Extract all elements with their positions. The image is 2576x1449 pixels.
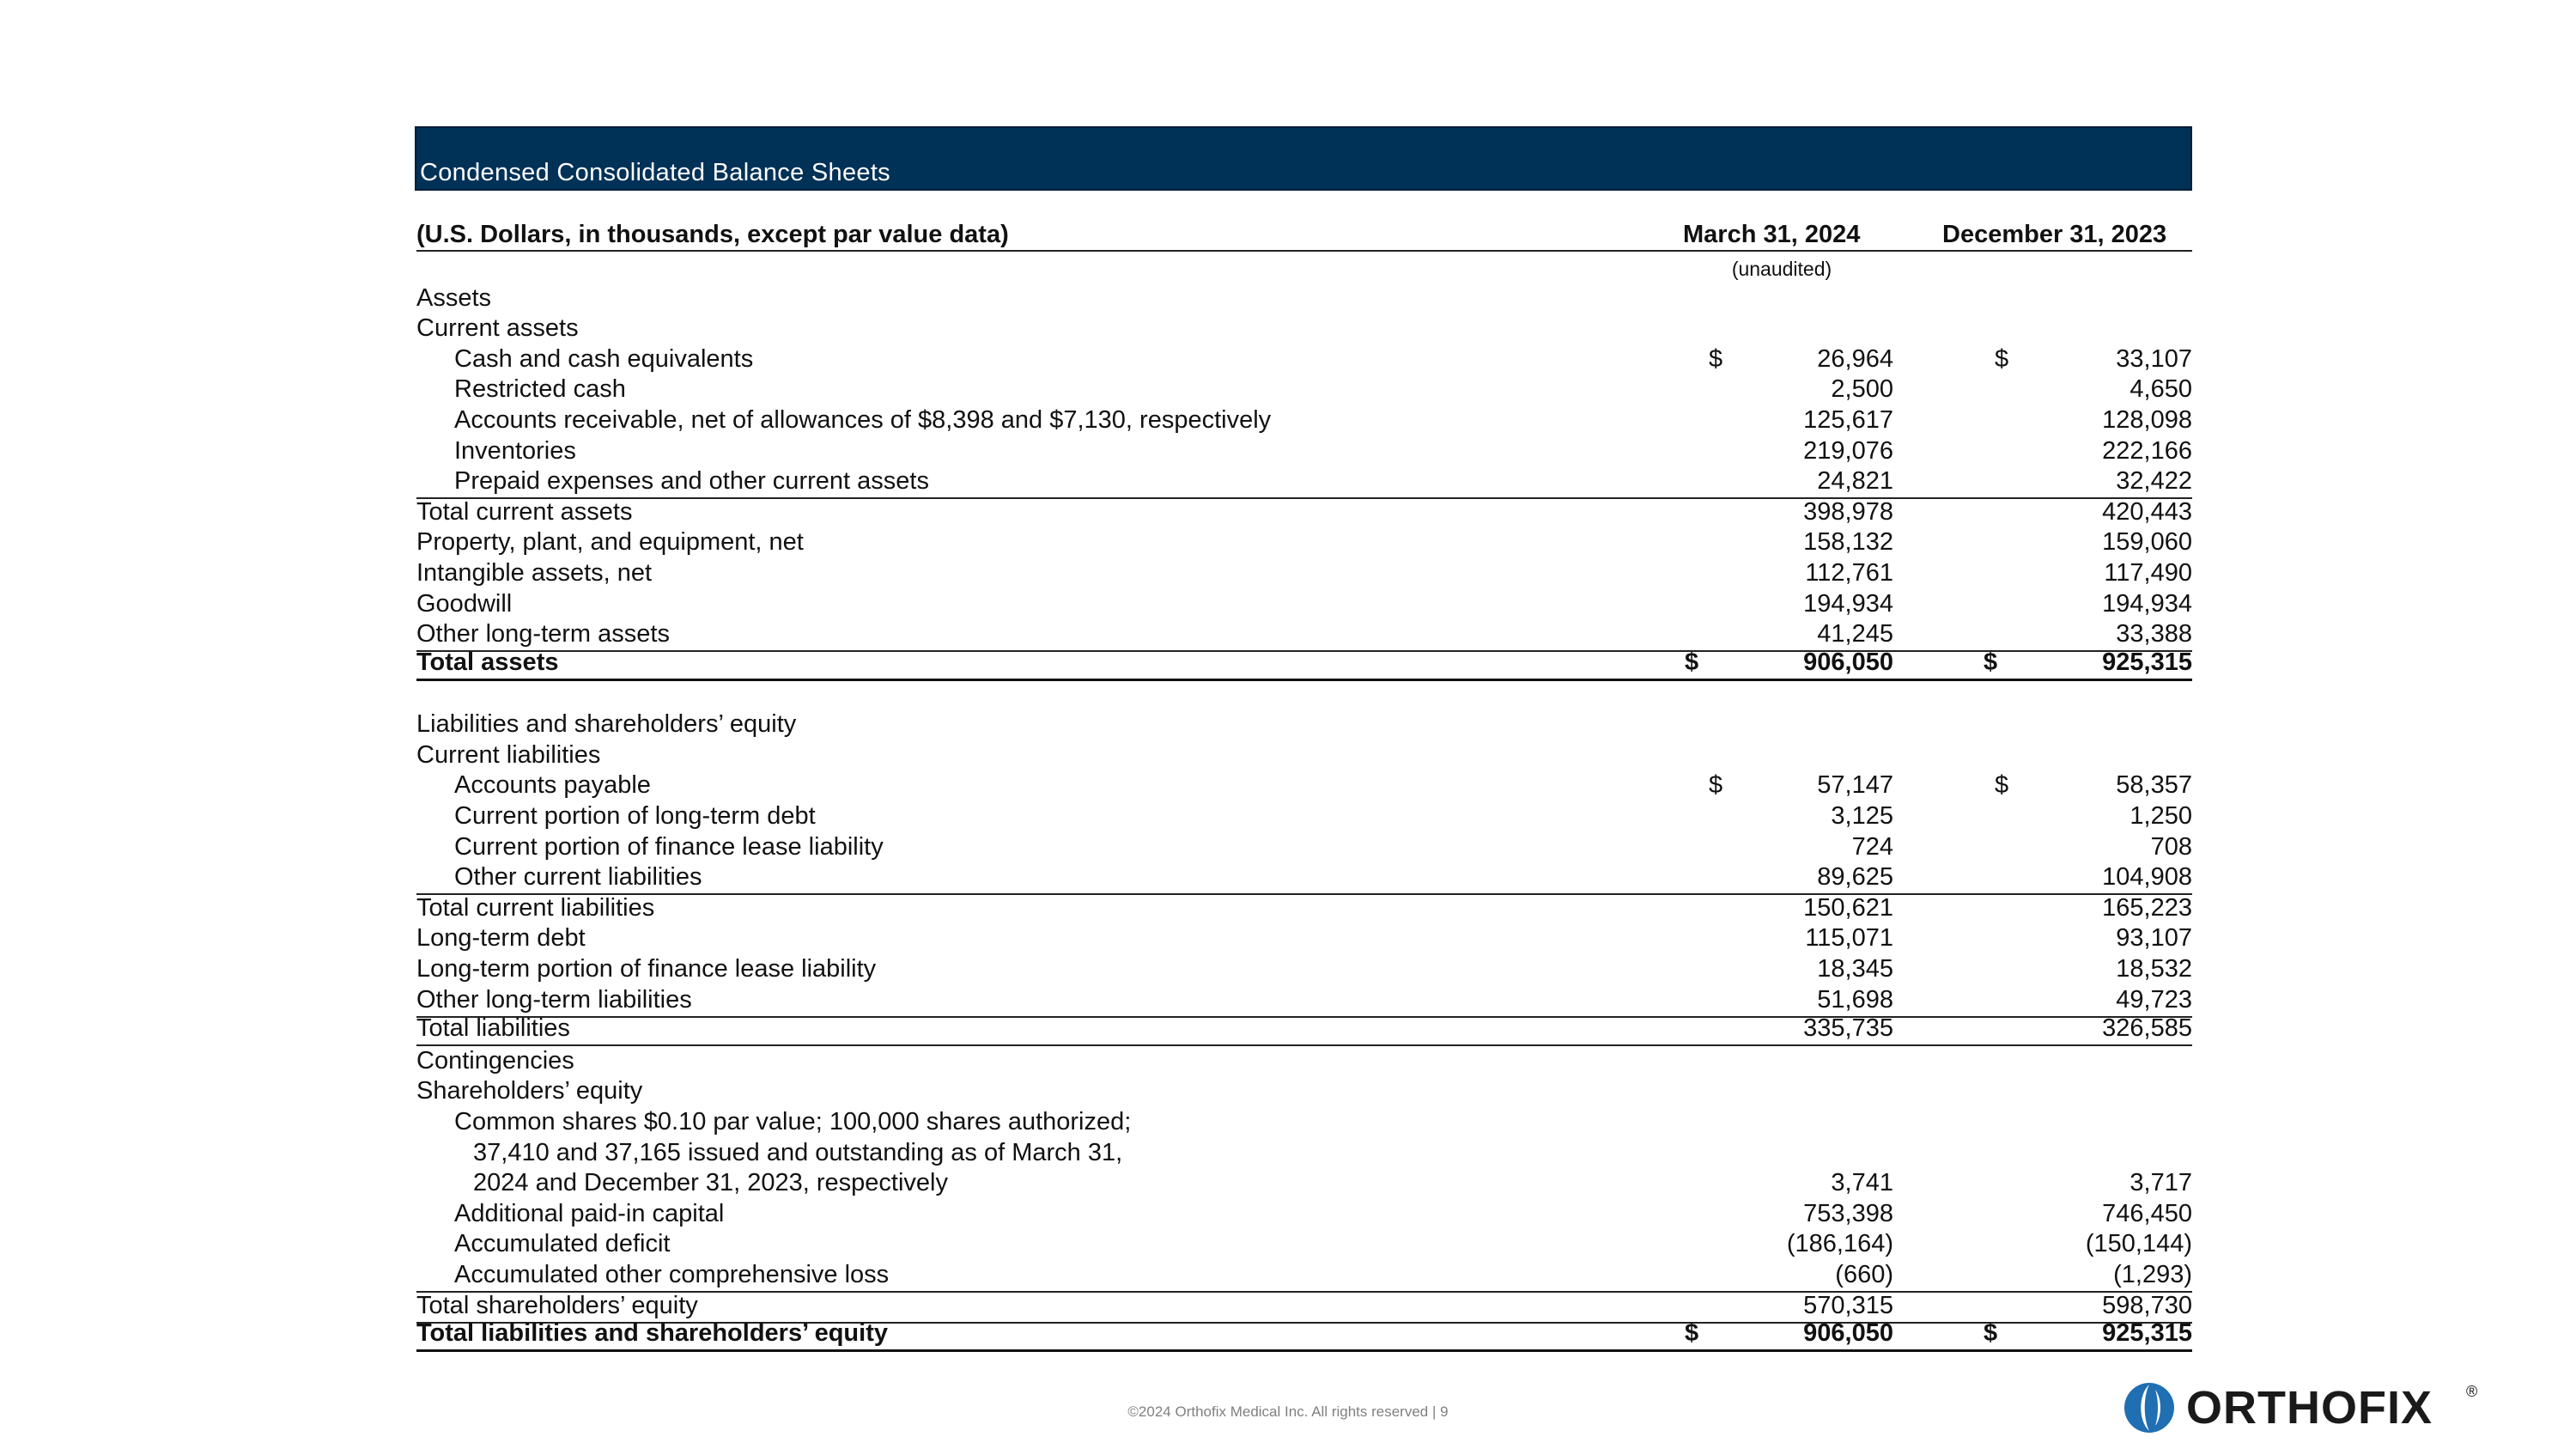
table-row bbox=[416, 1169, 2192, 1200]
value-march-2024: 150,621 bbox=[1803, 893, 1893, 922]
table-row bbox=[416, 1291, 2192, 1322]
table-row bbox=[416, 650, 2192, 681]
value-march-2024: 194,934 bbox=[1803, 589, 1893, 618]
row-label: Other long-term assets bbox=[416, 620, 670, 648]
value-march-2024: 219,076 bbox=[1803, 436, 1893, 465]
row-label: Total shareholders’ equity bbox=[416, 1291, 698, 1319]
table-row bbox=[416, 954, 2192, 985]
value-march-2024: 51,698 bbox=[1817, 985, 1893, 1014]
value-march-2024: 57,147 bbox=[1817, 771, 1893, 800]
currency-symbol: $ bbox=[1685, 1319, 1699, 1348]
row-label: Total current liabilities bbox=[416, 893, 655, 922]
row-label: Contingencies bbox=[416, 1046, 574, 1075]
value-march-2024: 3,125 bbox=[1831, 802, 1893, 830]
table-row bbox=[416, 314, 2192, 345]
value-march-2024: 335,735 bbox=[1803, 1014, 1893, 1043]
table-row bbox=[416, 528, 2192, 559]
row-label: Intangible assets, net bbox=[416, 558, 653, 587]
row-label: Cash and cash equivalents bbox=[454, 344, 754, 373]
row-label: Accumulated other comprehensive loss bbox=[454, 1261, 890, 1288]
currency-symbol: $ bbox=[1984, 1319, 1998, 1348]
row-label: Liabilities and shareholders’ equity bbox=[416, 710, 797, 739]
value-december-2023: 708 bbox=[2150, 832, 2192, 861]
value-december-2023: 222,166 bbox=[2102, 436, 2192, 465]
row-label: Accounts receivable, net of allowances of $8,398 and $7,130, respectively bbox=[454, 405, 1272, 434]
value-march-2024: 3,741 bbox=[1831, 1169, 1893, 1197]
unaudited-note: (unaudited) bbox=[1731, 258, 1832, 280]
orthofix-mark-icon bbox=[2121, 1378, 2178, 1434]
table-row bbox=[416, 863, 2192, 894]
column-header-december-2023: December 31, 2023 bbox=[1942, 221, 2167, 248]
value-march-2024: (186,164) bbox=[1786, 1230, 1893, 1258]
value-march-2024: 115,071 bbox=[1805, 924, 1893, 953]
page-title: Condensed Consolidated Balance Sheets bbox=[420, 159, 890, 186]
value-march-2024: 906,050 bbox=[1803, 648, 1893, 676]
value-march-2024: 24,821 bbox=[1817, 467, 1893, 496]
currency-symbol: $ bbox=[1995, 344, 2009, 373]
value-december-2023: 194,934 bbox=[2102, 589, 2192, 618]
table-row bbox=[416, 1230, 2192, 1261]
table-row bbox=[416, 1319, 2192, 1353]
value-december-2023: 18,532 bbox=[2116, 955, 2192, 983]
value-december-2023: 420,443 bbox=[2102, 497, 2192, 526]
table-row bbox=[416, 924, 2192, 955]
row-label: Current portion of finance lease liability bbox=[454, 832, 884, 861]
row-label: Total liabilities and shareholders’ equity bbox=[416, 1319, 888, 1348]
table-row bbox=[416, 985, 2192, 1016]
table-row bbox=[416, 436, 2192, 467]
value-december-2023: 925,315 bbox=[2102, 648, 2192, 676]
row-label: Current portion of long-term debt bbox=[454, 802, 816, 830]
table-row bbox=[416, 467, 2192, 498]
value-march-2024: 18,345 bbox=[1817, 955, 1893, 983]
table-row bbox=[416, 710, 2192, 741]
table-row bbox=[416, 740, 2192, 771]
table-row bbox=[416, 558, 2192, 589]
row-label: 37,410 and 37,165 issued and outstanding as of March 31, bbox=[473, 1138, 1123, 1166]
value-december-2023: 93,107 bbox=[2116, 924, 2192, 953]
table-row bbox=[416, 375, 2192, 406]
value-december-2023: (1,293) bbox=[2113, 1261, 2192, 1288]
table-row bbox=[416, 801, 2192, 832]
row-label: Long-term debt bbox=[416, 924, 586, 953]
row-label: Accumulated deficit bbox=[454, 1230, 671, 1258]
value-march-2024: 906,050 bbox=[1803, 1319, 1893, 1348]
value-march-2024: 2,500 bbox=[1831, 375, 1893, 404]
table-row bbox=[416, 1107, 2192, 1138]
table-row bbox=[416, 283, 2192, 314]
currency-symbol: $ bbox=[1995, 771, 2009, 800]
value-december-2023: 33,107 bbox=[2116, 344, 2192, 373]
value-december-2023: 746,450 bbox=[2102, 1199, 2192, 1227]
row-label: Goodwill bbox=[416, 589, 513, 618]
table-row bbox=[416, 589, 2192, 620]
value-december-2023: 326,585 bbox=[2102, 1014, 2192, 1043]
value-december-2023: 32,422 bbox=[2116, 467, 2192, 496]
orthofix-wordmark: ORTHOFIX bbox=[2186, 1382, 2433, 1434]
value-march-2024: 724 bbox=[1851, 832, 1893, 861]
copyright-footer: ©2024 Orthofix Medical Inc. All rights reserved | 9 bbox=[1127, 1403, 1449, 1420]
value-december-2023: 128,098 bbox=[2102, 405, 2192, 434]
value-december-2023: (150,144) bbox=[2085, 1230, 2192, 1258]
row-label: Other long-term liabilities bbox=[416, 985, 692, 1014]
value-december-2023: 159,060 bbox=[2102, 528, 2192, 557]
value-december-2023: 1,250 bbox=[2129, 802, 2192, 830]
row-label: Common shares $0.10 par value; 100,000 shares authorized; bbox=[454, 1108, 1132, 1135]
table-row bbox=[416, 893, 2192, 924]
value-march-2024: 753,398 bbox=[1803, 1199, 1893, 1227]
row-label: Shareholders’ equity bbox=[416, 1077, 643, 1105]
value-december-2023: 925,315 bbox=[2102, 1319, 2192, 1348]
row-label: Property, plant, and equipment, net bbox=[416, 528, 804, 557]
value-december-2023: 165,223 bbox=[2102, 893, 2192, 922]
row-label: Total liabilities bbox=[416, 1014, 570, 1043]
orthofix-logo bbox=[2121, 1378, 2482, 1438]
row-label: Assets bbox=[416, 283, 492, 312]
table-row bbox=[416, 1199, 2192, 1230]
value-december-2023: 3,717 bbox=[2129, 1169, 2192, 1197]
currency-symbol: $ bbox=[1685, 648, 1699, 676]
registered-mark: ® bbox=[2466, 1383, 2478, 1400]
value-march-2024: 158,132 bbox=[1803, 528, 1893, 557]
value-december-2023: 58,357 bbox=[2116, 771, 2192, 800]
value-march-2024: 112,761 bbox=[1805, 558, 1893, 587]
units-header: (U.S. Dollars, in thousands, except par value data) bbox=[416, 221, 1009, 248]
table-row bbox=[416, 1046, 2192, 1077]
value-march-2024: 89,625 bbox=[1817, 863, 1893, 892]
row-label: Total current assets bbox=[416, 497, 633, 526]
row-label: Current liabilities bbox=[416, 740, 601, 769]
row-label: Prepaid expenses and other current assets bbox=[454, 467, 929, 496]
table-row bbox=[416, 1138, 2192, 1169]
table-row bbox=[416, 1016, 2192, 1047]
value-december-2023: 49,723 bbox=[2116, 985, 2192, 1014]
value-march-2024: (660) bbox=[1835, 1261, 1893, 1288]
value-december-2023: 4,650 bbox=[2129, 375, 2192, 404]
table-row bbox=[416, 497, 2192, 528]
column-header-march-2024: March 31, 2024 bbox=[1683, 221, 1861, 248]
row-label: Other current liabilities bbox=[454, 863, 702, 892]
table-row bbox=[416, 620, 2192, 651]
row-label: Accounts payable bbox=[454, 771, 651, 800]
row-label: Restricted cash bbox=[454, 375, 626, 404]
row-label: Inventories bbox=[454, 436, 576, 465]
value-december-2023: 117,490 bbox=[2104, 558, 2192, 587]
value-march-2024: 41,245 bbox=[1817, 620, 1893, 648]
table-row bbox=[416, 771, 2192, 802]
value-march-2024: 398,978 bbox=[1803, 497, 1893, 526]
row-label: Additional paid-in capital bbox=[454, 1199, 725, 1227]
table-row bbox=[416, 405, 2192, 436]
currency-symbol: $ bbox=[1709, 344, 1723, 373]
value-december-2023: 104,908 bbox=[2102, 863, 2192, 892]
value-march-2024: 570,315 bbox=[1803, 1291, 1893, 1319]
value-march-2024: 26,964 bbox=[1817, 344, 1893, 373]
currency-symbol: $ bbox=[1984, 648, 1998, 676]
value-december-2023: 33,388 bbox=[2116, 620, 2192, 648]
value-march-2024: 125,617 bbox=[1803, 405, 1893, 434]
table-row bbox=[416, 832, 2192, 863]
table-row bbox=[416, 1077, 2192, 1108]
row-label: Long-term portion of finance lease liability bbox=[416, 955, 877, 983]
row-label: Total assets bbox=[416, 648, 559, 676]
currency-symbol: $ bbox=[1709, 771, 1723, 800]
row-label: 2024 and December 31, 2023, respectively bbox=[473, 1169, 948, 1197]
table-row bbox=[416, 1260, 2192, 1291]
row-label: Current assets bbox=[416, 314, 579, 343]
value-december-2023: 598,730 bbox=[2102, 1291, 2192, 1319]
table-row bbox=[416, 344, 2192, 375]
